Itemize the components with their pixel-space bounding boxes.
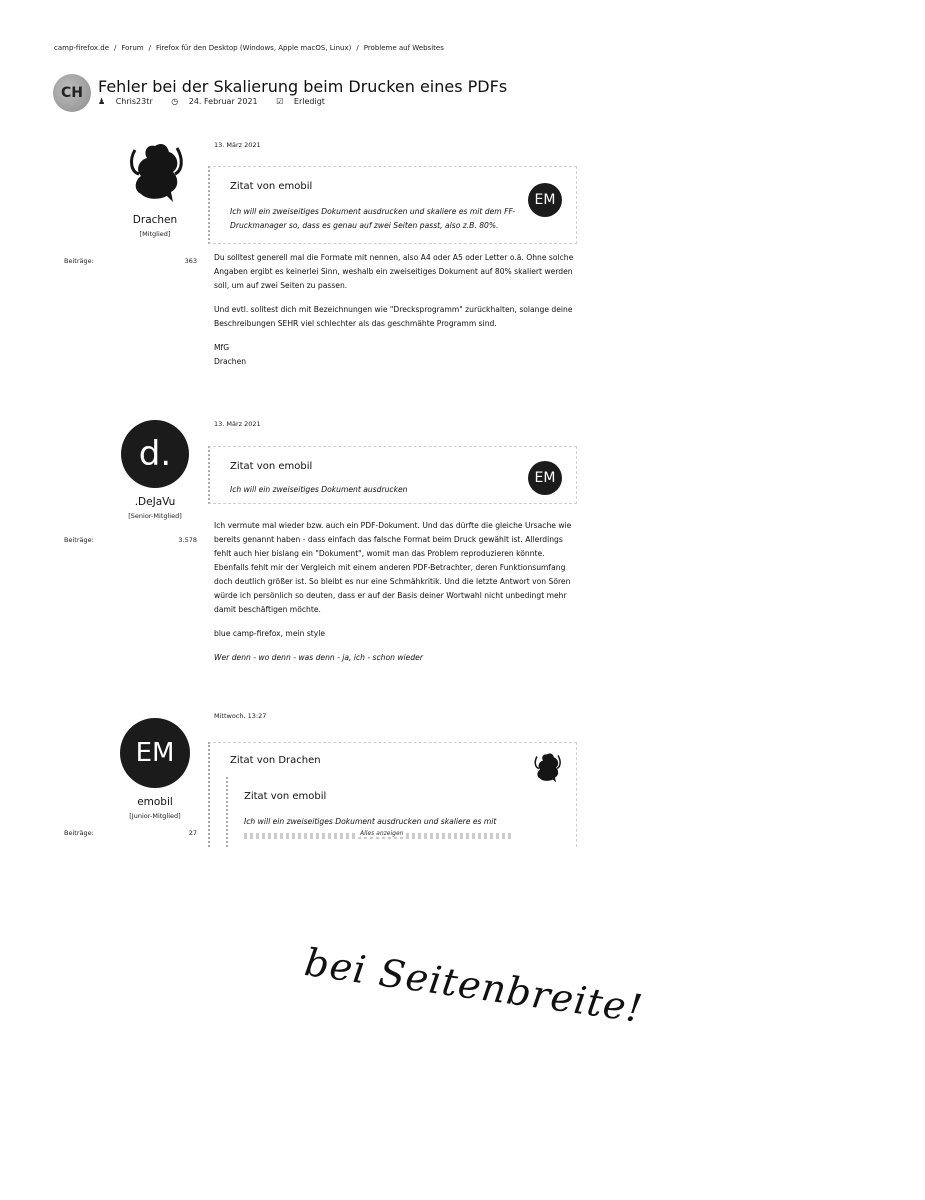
- post-date[interactable]: 13. März 2021: [214, 141, 261, 149]
- breadcrumb-separator: /: [114, 44, 117, 52]
- quote-title[interactable]: Zitat von emobil: [230, 461, 313, 472]
- show-all-link[interactable]: Alles anzeigen: [360, 830, 404, 837]
- thread-status: [276, 97, 333, 106]
- breadcrumb-item-desktop[interactable]: Firefox für den Desktop (Windows, Apple macOS, Linux): [155, 44, 352, 52]
- dragon-avatar[interactable]: [125, 140, 185, 206]
- breadcrumb-item-home[interactable]: camp-firefox.de: [54, 44, 110, 52]
- author-rank: [Junior-Mitglied]: [129, 812, 181, 820]
- quote-title[interactable]: Zitat von emobil: [230, 181, 313, 192]
- signature: Wer denn - wo denn - was denn - ja, ich - schon wieder: [214, 653, 423, 662]
- author-rank: [Senior-Mitglied]: [128, 512, 182, 520]
- author-name[interactable]: Drachen: [132, 214, 178, 226]
- post-paragraph: Und evtl. solltest dich mit Bezeichnungen wie "Drecksprogramm" zurückhalten, solange deine Beschreibungen SEHR viel schlechter als das geschmähte Programm sind.: [214, 305, 573, 328]
- post-greeting: MfG: [214, 343, 230, 352]
- nested-quote-text: Ich will ein zweiseitiges Dokument ausdrucken und skaliere es mit: [244, 817, 497, 826]
- post-date[interactable]: Mittwoch, 13:27: [214, 712, 267, 720]
- post-closing: Drachen: [214, 357, 247, 366]
- breadcrumb: [54, 44, 444, 52]
- quote-text: Ich will ein zweiseitiges Dokument ausdrucken: [230, 485, 408, 494]
- post-count: [64, 536, 197, 544]
- post-count-label: Beiträge:: [64, 257, 94, 265]
- breadcrumb-separator: /: [356, 44, 359, 52]
- breadcrumb-item-problems[interactable]: Probleme auf Websites: [363, 44, 444, 52]
- author-name[interactable]: .DeJaVu: [134, 496, 176, 508]
- clock-icon: ◷: [171, 97, 179, 106]
- quote-title[interactable]: Zitat von Drachen: [230, 755, 321, 766]
- quote-box: [208, 166, 577, 244]
- post-paragraph: blue camp-firefox, mein style: [214, 629, 326, 638]
- thread-author-avatar[interactable]: CH: [53, 74, 91, 112]
- post-count: [64, 257, 197, 265]
- check-icon: ☑: [276, 97, 284, 106]
- post-date[interactable]: 13. März 2021: [214, 420, 261, 428]
- author-avatar[interactable]: EM: [120, 718, 190, 788]
- post-paragraph: Du solltest generell mal die Formate mit nennen, also A4 oder A5 oder Letter o.ä. Ohne solche Angaben ergibt es keinerlei Sinn, weshalb ein zweiseitiges Dokument auf 80% skaliert werden soll, um auf zwei Seiten zu passen.: [214, 253, 574, 290]
- quote-author-avatar[interactable]: EM: [528, 461, 562, 495]
- author-rank: [Mitglied]: [139, 230, 171, 238]
- author-name[interactable]: emobil: [137, 796, 173, 808]
- page-title: Fehler bei der Skalierung beim Drucken eines PDFs: [98, 77, 508, 96]
- post-body: [214, 251, 574, 369]
- quote-box: [208, 446, 577, 504]
- quote-box: [208, 742, 577, 847]
- post-count-value: 363: [184, 257, 197, 265]
- nested-quote-title[interactable]: Zitat von emobil: [244, 791, 327, 802]
- breadcrumb-separator: /: [148, 44, 151, 52]
- user-icon: ♟: [98, 97, 106, 106]
- post-count-label: Beiträge:: [64, 536, 94, 544]
- thread-date-text: 24. Februar 2021: [188, 97, 258, 106]
- thread-meta: [98, 97, 341, 106]
- thread-date: [171, 97, 265, 106]
- thread-status-text: Erledigt: [293, 97, 325, 106]
- post-paragraph: Ich vermute mal wieder bzw. auch ein PDF-Dokument. Und das dürfte die gleiche Ursache wie bereits genannt haben - dass einfach das falsche Format beim Druck gewählt ist. Allerdings fehlt auch hier bislang ein "Dokument", womit man das Problem reproduzieren könnte. Ebenfalls fehlt mir der Vergleich mit einem anderen PDF-Betrachter, deren Funktionsumfang doch deutlich größer ist. So bleibt es nur eine Schmähkritik. Und die letzte Antwort von Sören würde ich persönlich so deuten, dass er auf der Basis deiner Wortwahl nicht unbedingt mehr damit beschäftigen möchte.: [214, 521, 572, 614]
- post-count-value: 27: [188, 829, 197, 837]
- post-count: [64, 829, 197, 837]
- quote-text: Ich will ein zweiseitiges Dokument ausdrucken und skaliere es mit dem FF-Druckmanager so, dass es genau auf zwei Seiten passt, also z.B. 80%.: [230, 207, 516, 230]
- nested-quote-box: [226, 777, 558, 847]
- thread-author-name[interactable]: Chris23tr: [115, 97, 153, 106]
- quote-author-avatar[interactable]: EM: [528, 183, 562, 217]
- breadcrumb-item-forum[interactable]: Forum: [121, 44, 144, 52]
- post-count-label: Beiträge:: [64, 829, 94, 837]
- handwritten-note: bei Seitenbreite!: [301, 940, 646, 1032]
- post-body: [214, 519, 574, 665]
- thread-author[interactable]: [98, 97, 161, 106]
- author-avatar[interactable]: d.: [121, 420, 189, 488]
- post-count-value: 3.578: [178, 536, 197, 544]
